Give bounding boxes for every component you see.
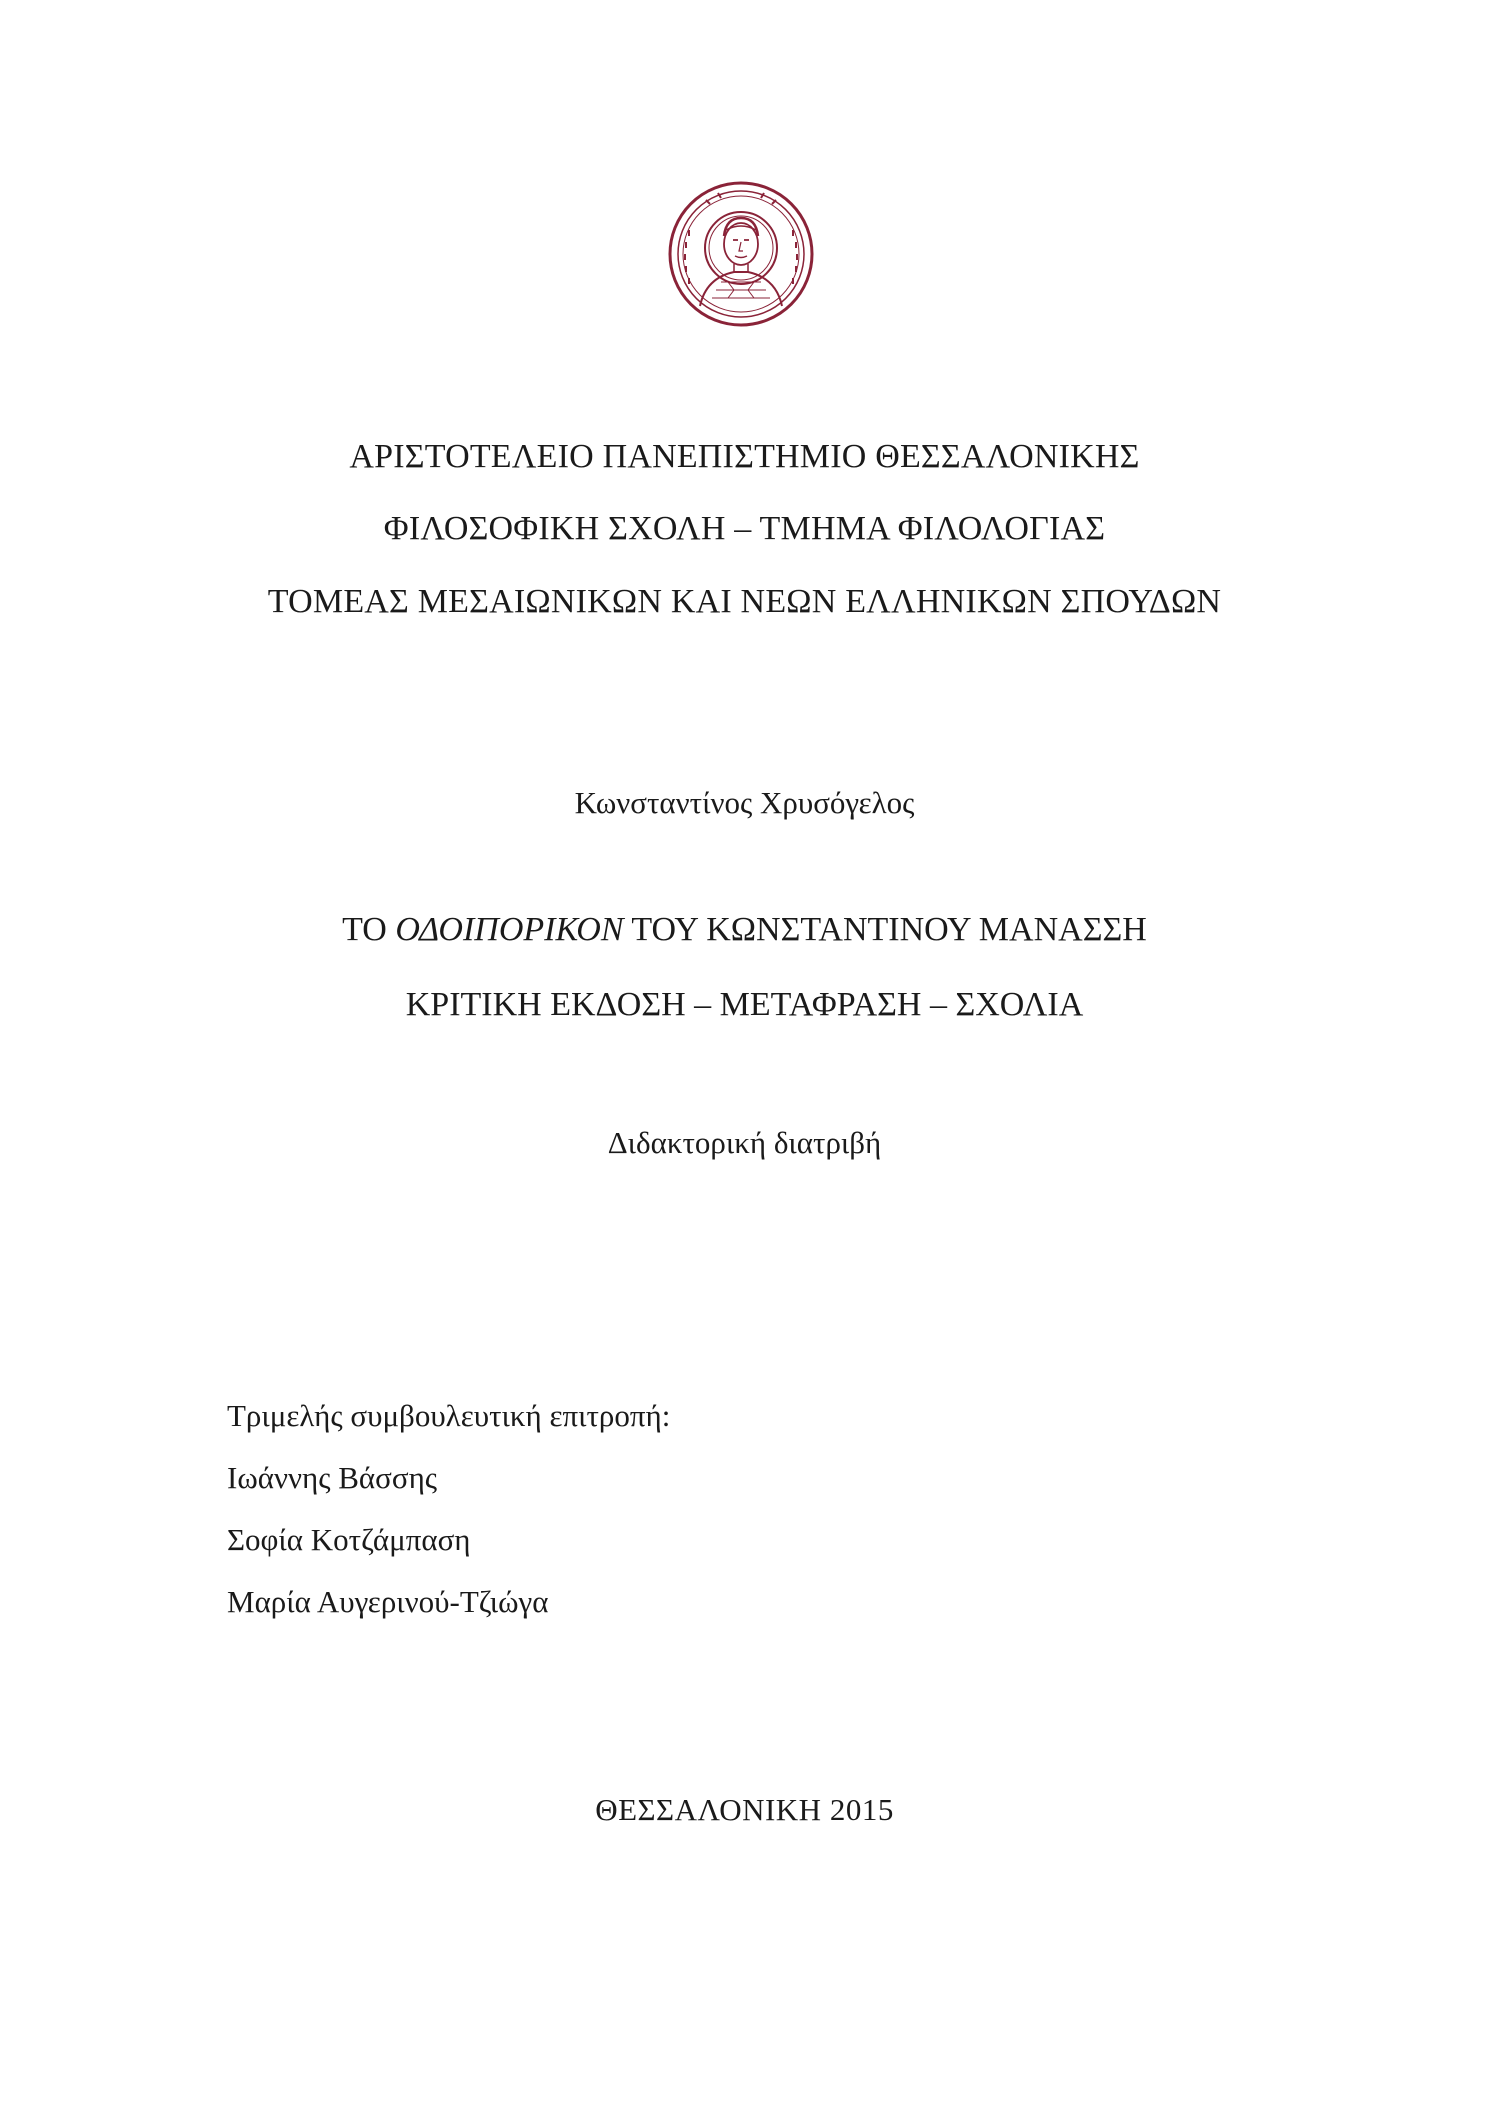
committee-member: Μαρία Αυγερινού-Τζιώγα	[227, 1584, 549, 1619]
department-name: ΤΟΜΕΑΣ ΜΕΣΑΙΩΝΙΚΩΝ ΚΑΙ ΝΕΩΝ ΕΛΛΗΝΙΚΩΝ ΣΠΟΥΔΩΝ	[267, 583, 1222, 620]
faculty-name: ΦΙΛΟΣΟΦΙΚΗ ΣΧΟΛΗ – ΤΜΗΜΑ ΦΙΛΟΛΟΓΙΑΣ	[383, 510, 1106, 547]
title-prefix: ΤΟ	[342, 911, 396, 948]
document-type: Διδακτορική διατριβή	[607, 1125, 882, 1160]
committee-member: Σοφία Κοτζάμπαση	[227, 1522, 471, 1557]
advisory-committee	[227, 1385, 670, 1633]
committee-member: Ιωάννης Βάσσης	[227, 1460, 438, 1495]
thesis-subtitle: ΚΡΙΤΙΚΗ ΕΚΔΟΣΗ – ΜΕΤΑΦΡΑΣΗ – ΣΧΟΛΙΑ	[405, 986, 1084, 1023]
title-work: ΟΔΟΙΠΟΡΙΚΟΝ	[395, 911, 624, 948]
author-name: Κωνσταντίνος Χρυσόγελος	[574, 785, 915, 820]
seal-graphic	[666, 178, 816, 346]
university-seal-icon	[666, 178, 816, 346]
place-and-year: ΘΕΣΣΑΛΟΝΙΚΗ 2015	[595, 1792, 894, 1827]
title-suffix: ΤΟΥ ΚΩΝΣΤΑΝΤΙΝΟΥ ΜΑΝΑΣΣΗ	[623, 911, 1147, 948]
committee-heading: Τριμελής συμβουλευτική επιτροπή:	[227, 1398, 671, 1433]
university-name: ΑΡΙΣΤΟΤΕΛΕΙΟ ΠΑΝΕΠΙΣΤΗΜΙΟ ΘΕΣΣΑΛΟΝΙΚΗΣ	[349, 438, 1140, 475]
thesis-title	[0, 911, 1489, 949]
